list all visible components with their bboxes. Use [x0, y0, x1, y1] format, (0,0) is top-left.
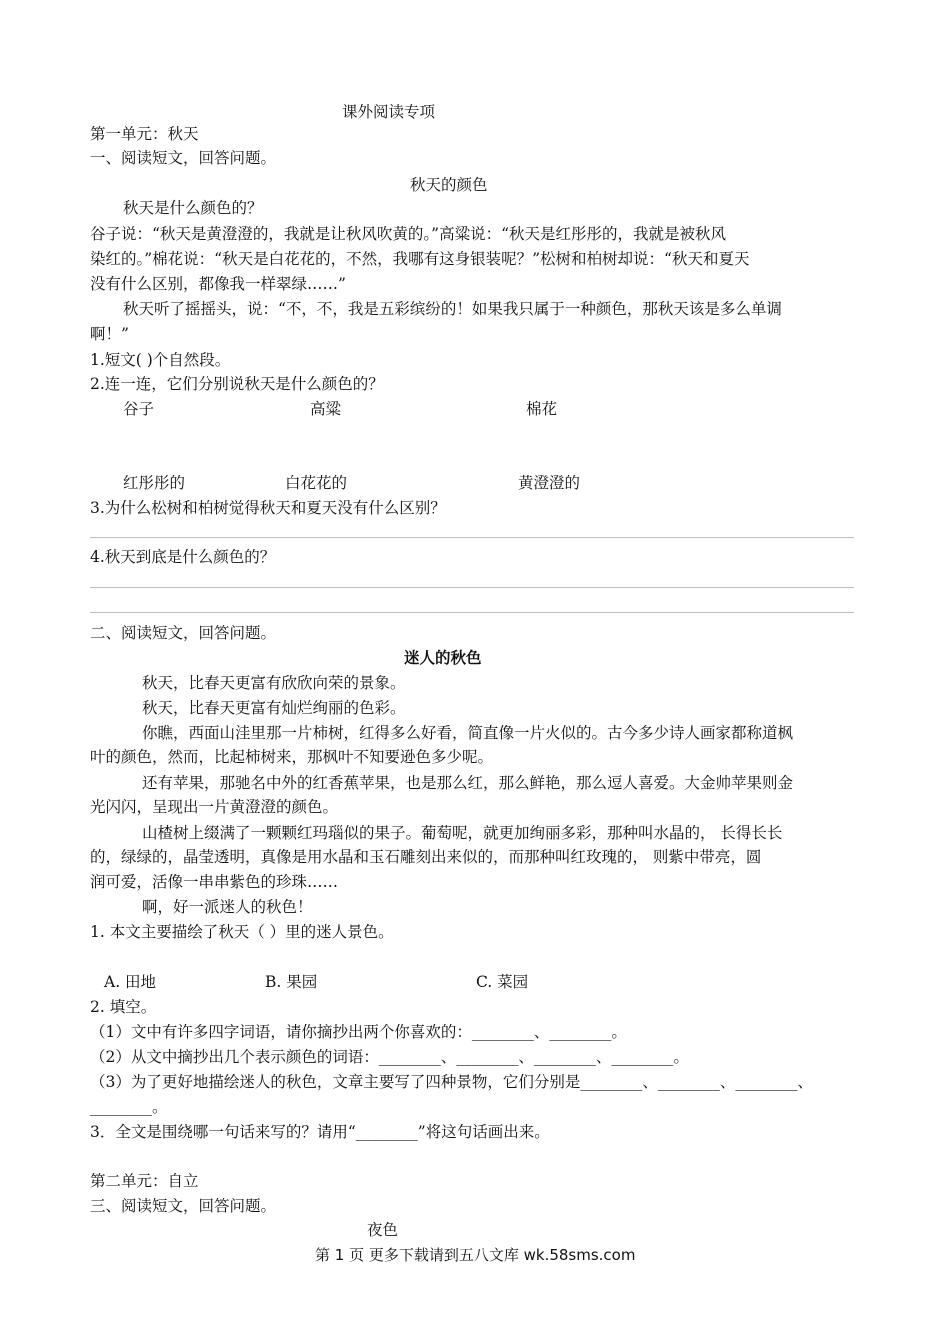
match-item: 棉花	[526, 400, 558, 418]
question: 4.秋天到底是什么颜色的？	[90, 548, 276, 566]
paragraph: 染红的。”棉花说：“秋天是白花花的，不然，我哪有这身银装呢？”松树和柏树却说：“秋天和夏天	[90, 250, 750, 268]
match-item: 白花花的	[285, 474, 348, 492]
paragraph: 润可爱，活像一串串紫色的珍珠……	[90, 873, 339, 891]
page-footer: 第 1 页 更多下载请到五八文库 wk.58sms.com	[315, 1246, 636, 1264]
paragraph: 秋天听了摇摇头，说：“不，不，我是五彩缤纷的！如果我只属于一种颜色，那秋天该是多么单调	[123, 300, 782, 318]
paragraph: 秋天是什么颜色的？	[123, 199, 263, 217]
question: 1. 本文主要描绘了秋天（ ）里的迷人景色。	[90, 923, 394, 941]
question: （3）为了更好地描绘迷人的秋色，文章主要写了四种景物，它们分别是________、________、________、	[90, 1073, 813, 1091]
option: C. 菜园	[476, 973, 529, 991]
passage-title: 秋天的颜色	[410, 176, 488, 194]
paragraph: 啊！”	[90, 325, 129, 343]
answer-line	[90, 537, 854, 538]
paragraph: 光闪闪，呈现出一片黄澄澄的颜色。	[90, 798, 339, 816]
passage-title: 夜色	[367, 1221, 399, 1239]
paragraph: 还有苹果，那驰名中外的红香蕉苹果，也是那么红，那么鲜艳，那么逗人喜爱。大金帅苹果则金	[142, 774, 794, 792]
question: 2. 填空。	[90, 998, 157, 1016]
section-heading: 三、阅读短文，回答问题。	[90, 1197, 277, 1215]
question: 1.短文( )个自然段。	[90, 351, 231, 369]
paragraph: 山楂树上缀满了一颗颗红玛瑙似的果子。葡萄呢，就更加绚丽多彩，那种叫水晶的， 长得长长	[142, 824, 783, 842]
paragraph: 啊，好一派迷人的秋色！	[142, 898, 313, 916]
passage-title: 迷人的秋色	[404, 648, 482, 667]
section-heading: 一、阅读短文，回答问题。	[90, 149, 277, 167]
paragraph: 的，绿绿的，晶莹透明，真像是用水晶和玉石雕刻出来似的，而那种叫红玫瑰的， 则紫中带亮，圆	[90, 848, 762, 866]
document-title: 课外阅读专项	[342, 103, 436, 121]
option: B. 果园	[265, 973, 318, 991]
paragraph: 没有什么区别，都像我一样翠绿……”	[90, 275, 346, 293]
paragraph: 谷子说：“秋天是黄澄澄的，我就是让秋风吹黄的。”高粱说：“秋天是红彤彤的，我就是被秋风	[90, 225, 727, 243]
unit-heading: 第二单元：自立	[90, 1172, 199, 1190]
answer-line	[90, 587, 854, 588]
question: （1）文中有许多四字词语，请你摘抄出两个你喜欢的：________、________。	[90, 1023, 627, 1041]
section-heading: 二、阅读短文，回答问题。	[90, 624, 277, 642]
answer-line	[90, 612, 854, 613]
question: 2.连一连，它们分别说秋天是什么颜色的？	[90, 375, 384, 393]
paragraph: 秋天，比春天更富有灿烂绚丽的色彩。	[142, 699, 406, 717]
match-item: 谷子	[123, 400, 155, 418]
paragraph: 叶的颜色，然而，比起柿树来，那枫叶不知要逊色多少呢。	[90, 748, 494, 766]
option: A. 田地	[104, 973, 157, 991]
question: （2）从文中摘抄出几个表示颜色的词语：________、________、________、________。	[90, 1048, 689, 1066]
paragraph: 你瞧，西面山洼里那一片柿树，红得多么好看，简直像一片火似的。古今多少诗人画家都称道枫	[142, 724, 794, 742]
unit-heading: 第一单元：秋天	[90, 125, 199, 143]
match-item: 高粱	[310, 400, 342, 418]
match-item: 红彤彤的	[123, 474, 186, 492]
question: 3．全文是围绕哪一句话来写的？请用“________”将这句话画出来。	[90, 1123, 550, 1141]
paragraph: 秋天，比春天更富有欣欣向荣的景象。	[142, 674, 406, 692]
question: 3.为什么松树和柏树觉得秋天和夏天没有什么区别？	[90, 499, 446, 517]
question: ________。	[90, 1098, 168, 1116]
match-item: 黄澄澄的	[518, 474, 581, 492]
